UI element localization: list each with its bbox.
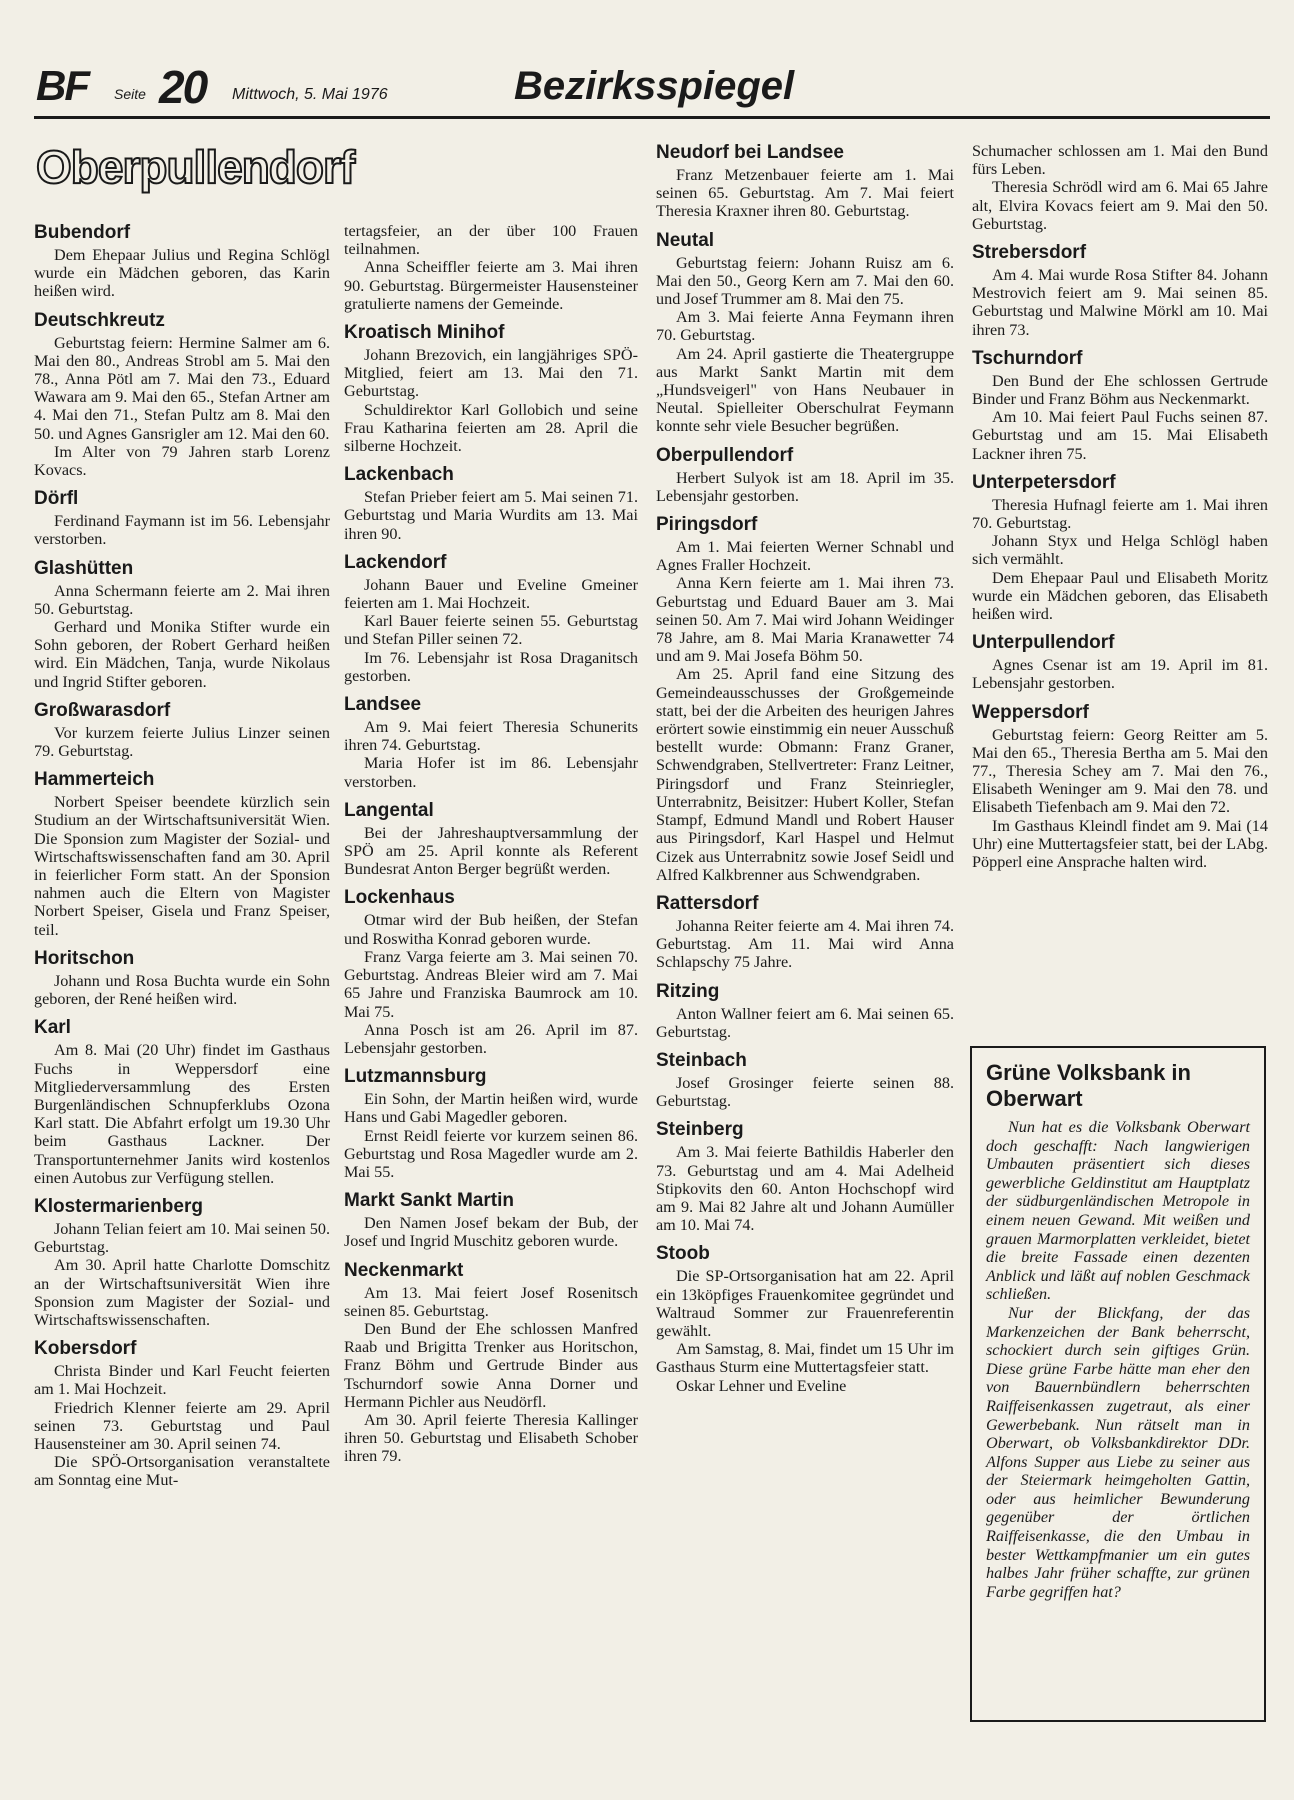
news-paragraph: Dem Ehepaar Paul und Elisabeth Moritz wurde ein Mädchen geboren, das Elisabeth heißen wird. (972, 568, 1268, 624)
news-paragraph: Dem Ehepaar Julius und Regina Schlögl wurde ein Mädchen geboren, das Karin heißen wird. (34, 246, 330, 301)
news-paragraph: Im 76. Lebensjahr ist Rosa Draganitsch gestorben. (344, 648, 638, 685)
village-heading: Ritzing (656, 980, 720, 1002)
news-paragraph: Agnes Csenar ist am 19. April im 81. Lebensjahr gestorben. (972, 656, 1268, 693)
village-heading: Weppersdorf (972, 701, 1089, 723)
news-paragraph: Am Samstag, 8. Mai, findet um 15 Uhr im Gasthaus Sturm eine Muttertagsfeier statt. (656, 1340, 954, 1377)
news-paragraph: Am 24. April gastierte die Theatergruppe aus Markt Sankt Martin mit dem „Hundsveigerl" von Hans Neubauer in Neutal. Spielleiter Oberschulrat Feymann konnte sehr viele Besucher begrüßen. (656, 344, 954, 436)
village-heading: Piringsdorf (656, 514, 758, 536)
news-paragraph: tertagsfeier, an der über 100 Frauen teilnahmen. (344, 222, 638, 259)
news-paragraph: Am 8. Mai (20 Uhr) findet im Gasthaus Fuchs in Weppersdorf eine Mitgliederversammlung des Ersten Burgenländischen Schnupferklubs Ozona Karl statt. Die Abfahrt erfolgt um 19.30 Uhr beim Gasthaus Lackner. Der Transportunternehmer Janits wird kostenlos einen Autobus zur Verfügung stellen. (34, 1041, 330, 1187)
village-heading: Dörfl (34, 488, 79, 510)
village-heading: Steinberg (656, 1119, 744, 1141)
masthead (34, 60, 1270, 118)
box-title: Grüne Volksbank in Oberwart (986, 1060, 1191, 1111)
news-paragraph: Im Alter von 79 Jahren starb Lorenz Kovacs. (34, 442, 330, 480)
news-paragraph: Ferdinand Faymann ist im 56. Lebensjahr verstorben. (34, 512, 330, 549)
news-paragraph: Theresia Schrödl wird am 6. Mai 65 Jahre alt, Elvira Kovacs feiert am 9. Mai den 50. Geburtstag. (972, 178, 1268, 233)
village-heading: Landsee (344, 694, 422, 716)
village-heading: Horitschon (34, 947, 135, 969)
news-paragraph: Herbert Sulyok ist am 18. April im 35. Lebensjahr gestorben. (656, 468, 954, 505)
section-title: Bezirksspiegel (514, 64, 795, 108)
village-heading: Unterpullendorf (972, 632, 1115, 654)
village-heading: Steinbach (656, 1049, 747, 1071)
box-paragraph: Nun hat es die Volksbank Oberwart doch geschafft: Nach langwierigen Umbauten präsentiert sich dieses gewerbliche Geldinstitut am Hauptplatz der südburgenländischen Metropole in einem neuen Gewand. Mit weißen und grauen Marmorplatten verkleidet, bietet die breite Fassade einen dezenten Anblick und läßt auf noblen Geschmack schließen. (986, 1118, 1250, 1304)
news-paragraph: Anton Wallner feiert am 6. Mai seinen 65. Geburtstag. (656, 1004, 954, 1041)
news-paragraph: Friedrich Klenner feierte am 29. April seinen 73. Geburtstag und Paul Hausensteiner am 30. April seinen 74. (34, 1398, 330, 1453)
news-paragraph: Geburtstag feiern: Hermine Salmer am 6. Mai den 80., Andreas Strobl am 5. Mai den 78., Anna Pötl am 7. Mai den 73., Eduard Wawara am 9. Mai den 65., Stefan Artner am 4. Mai den 71., Stefan Pultz am 8. Mai den 50. und Agnes Gansrigler am 12. Mai den 60. (34, 333, 330, 443)
news-paragraph: Oskar Lehner und Eveline (676, 1376, 847, 1395)
page-label: Seite (114, 86, 146, 102)
village-heading: Unterpetersdorf (972, 471, 1116, 493)
news-paragraph: Am 1. Mai feierten Werner Schnabl und Agnes Fraller Hochzeit. (656, 538, 954, 575)
news-paragraph: Vor kurzem feierte Julius Linzer seinen 79. Geburtstag. (34, 723, 330, 761)
news-paragraph: Ein Sohn, der Martin heißen wird, wurde Hans und Gabi Magedler geboren. (344, 1090, 638, 1127)
village-heading: Lackenbach (344, 464, 454, 486)
village-heading: Klostermarienberg (34, 1195, 203, 1217)
news-paragraph: Johanna Reiter feierte am 4. Mai ihren 74. Geburtstag. Am 11. Mai wird Anna Schlapschy 75 Jahre. (656, 916, 954, 972)
header-rule (34, 116, 1270, 119)
news-paragraph: Karl Bauer feierte seinen 55. Geburtstag und Stefan Piller seinen 72. (344, 612, 638, 649)
news-paragraph: Am 30. April feierte Theresia Kallinger ihren 50. Geburtstag und Elisabeth Schober ihren 79. (344, 1410, 638, 1466)
page-number: 20 (159, 61, 207, 113)
village-heading: Tschurndorf (972, 347, 1083, 369)
news-paragraph: Anna Posch ist am 26. April im 87. Lebensjahr gestorben. (344, 1020, 638, 1057)
village-heading: Lutzmannsburg (344, 1066, 487, 1088)
news-paragraph: Gerhard und Monika Stifter wurde ein Sohn geboren, der Robert Gerhard heißen wird. Ein Mädchen, Tanja, wurde Nikolaus und Ingrid Stifter geboren. (34, 618, 330, 691)
column-3 (656, 142, 954, 1395)
news-paragraph: Franz Varga feierte am 3. Mai seinen 70. Geburtstag. Andreas Bleier wird am 7. Mai 65 Jahre und Franziska Baumrock am 10. Mai 75. (344, 947, 638, 1021)
village-heading: Rattersdorf (656, 892, 759, 914)
news-paragraph: Johann Brezovich, ein langjähriges SPÖ-Mitglied, feiert am 13. Mai den 71. Geburtstag. (344, 346, 638, 401)
village-heading: Oberpullendorf (656, 444, 794, 466)
village-heading: Markt Sankt Martin (344, 1190, 514, 1212)
village-heading: Glashütten (34, 557, 134, 579)
village-heading: Lockenhaus (344, 887, 455, 909)
news-paragraph: Die SP-Ortsorganisation hat am 22. April ein 13köpfiges Frauenkomitee gegründet und Waltraud Sommer zur Frauenreferentin gewählt. (656, 1267, 954, 1340)
commentary-box (970, 1046, 1266, 1722)
village-heading: Neutal (656, 229, 715, 251)
news-paragraph: Geburtstag feiern: Georg Reitter am 5. Mai den 65., Theresia Bertha am 5. Mai den 77., Theresia Schey am 7. Mai den 76., Elisabeth Weninger am 9. Mai den 78. und Elisabeth Tiefenbach am 9. Mai den 72. (972, 725, 1268, 817)
news-paragraph: Am 13. Mai feiert Josef Rosenitsch seinen 85. Geburtstag. (344, 1283, 638, 1320)
news-paragraph: Schuldirektor Karl Gollobich und seine Frau Katharina feierten am 28. April die silberne Hochzeit. (344, 400, 638, 456)
column-1 (34, 222, 330, 1490)
news-paragraph: Am 25. April fand eine Sitzung des Gemeindeausschusses der Großgemeinde statt, bei der die Arbeiten des heurigen Jahres erörtert sowie einstimmig ein neuer Ausschuß bestellt wurde: Obmann: Franz Graner, Schwendgraben, Stellvertreter: Franz Leitner, Piringsdorf und Franz Steinriegler, Unterrabnitz, Beisitzer: Hubert Koller, Stefan Stampf, Edmund Mandl und Robert Hauser aus Piringsdorf, Karl Haspel und Helmut Cizek aus Unterrabnitz sowie Josef Seidl und Alfred Kalkbrenner aus Schwendgraben. (656, 665, 954, 884)
village-heading: Kobersdorf (34, 1338, 137, 1360)
news-paragraph: Den Namen Josef bekam der Bub, der Josef und Ingrid Muschitz geboren wurde. (344, 1214, 638, 1251)
news-paragraph: Theresia Hufnagl feierte am 1. Mai ihren 70. Geburtstag. (972, 495, 1268, 533)
village-heading: Karl (34, 1017, 71, 1039)
news-paragraph: Am 30. April hatte Charlotte Domschitz an der Wirtschaftsuniversität Wien ihre Sponsion zum Magister der Sozial- und Wirtschaftswissenschaften. (34, 1256, 330, 1329)
news-paragraph: Johann Styx und Helga Schlögl haben sich vermählt. (972, 532, 1268, 569)
village-heading: Lackendorf (344, 551, 447, 573)
news-paragraph: Geburtstag feiern: Johann Ruisz am 6. Mai den 50., Georg Kern am 7. Mai den 60. und Josef Trummer am 8. Mai den 75. (656, 253, 954, 309)
news-paragraph: Johann und Rosa Buchta wurde ein Sohn geboren, der René heißen wird. (34, 971, 330, 1009)
news-paragraph: Josef Grosinger feierte seinen 88. Geburtstag. (656, 1073, 954, 1111)
village-heading: Deutschkreutz (34, 309, 165, 331)
news-paragraph: Johann Bauer und Eveline Gmeiner feierten am 1. Mai Hochzeit. (344, 575, 638, 613)
news-paragraph: Maria Hofer ist im 86. Lebensjahr verstorben. (344, 754, 638, 791)
column-2 (344, 222, 638, 1466)
news-paragraph: Ernst Reidl feierte vor kurzem seinen 86. Geburtstag und Rosa Magedler wurde am 2. Mai 55. (344, 1126, 638, 1181)
news-paragraph: Norbert Speiser beendete kürzlich sein Studium an der Wirtschaftsuniversität Wien. Die Sponsion zum Magister der Sozial- und Wirtschaftswissenschaften fand am 30. April in feierlicher Form statt. An der Sponsion nahmen auch die Eltern von Magister Norbert Speiser, Gisela und Franz Speiser, teil. (34, 793, 330, 939)
newspaper-logo: BF (36, 62, 88, 109)
news-paragraph: Die SPÖ-Ortsorganisation veranstaltete am Sonntag eine Mut- (34, 1453, 330, 1490)
news-paragraph: Johann Telian feiert am 10. Mai seinen 50. Geburtstag. (34, 1219, 330, 1257)
village-heading: Neudorf bei Landsee (656, 142, 844, 163)
village-heading: Bubendorf (34, 222, 131, 243)
village-heading: Hammerteich (34, 769, 155, 791)
news-paragraph: Anna Scheiffler feierte am 3. Mai ihren 90. Geburtstag. Bürgermeister Hausensteiner gratulierte namens der Gemeinde. (344, 258, 638, 313)
village-heading: Stoob (656, 1243, 710, 1265)
news-paragraph: Bei der Jahreshauptversammlung der SPÖ am 25. April konnte als Referent Bundesrat Anton Berger begrüßt werden. (344, 823, 638, 879)
issue-date: Mittwoch, 5. Mai 1976 (232, 86, 388, 103)
news-paragraph: Anna Kern feierte am 1. Mai ihren 73. Geburtstag und Eduard Bauer am 3. Mai seinen 50. Am 7. Mai wird Johann Weidinger 78 Jahre, am 8. Mai Maria Kranawetter 74 und am 9. Mai Josefa Böhm 50. (656, 574, 954, 666)
news-paragraph: Otmar wird der Bub heißen, der Stefan und Roswitha Konrad geboren wurde. (344, 911, 638, 948)
news-paragraph: Christa Binder und Karl Feucht feierten am 1. Mai Hochzeit. (34, 1362, 330, 1399)
news-paragraph: Am 9. Mai feiert Theresia Schunerits ihren 74. Geburtstag. (344, 718, 638, 755)
news-paragraph: Den Bund der Ehe schlossen Manfred Raab und Brigitta Trenker aus Horitschon, Franz Böhm und Gertrude Binder aus Tschurndorf sowie Anna Dorner und Hermann Pichler aus Neudörfl. (344, 1319, 638, 1411)
news-paragraph: Stefan Prieber feiert am 5. Mai seinen 71. Geburtstag und Maria Wurdits am 13. Mai ihren 90. (344, 488, 638, 543)
news-paragraph: Im Gasthaus Kleindl findet am 9. Mai (14 Uhr) eine Muttertagsfeier statt, bei der LAbg. Pöpperl eine Ansprache halten wird. (972, 816, 1268, 872)
village-heading: Neckenmarkt (344, 1259, 464, 1281)
news-paragraph: Am 10. Mai feiert Paul Fuchs seinen 87. Geburtstag und am 15. Mai Elisabeth Lackner ihren 75. (972, 408, 1268, 463)
news-paragraph: Den Bund der Ehe schlossen Gertrude Binder und Franz Böhm aus Neckenmarkt. (972, 371, 1268, 409)
news-paragraph: Schumacher schlossen am 1. Mai den Bund fürs Leben. (972, 142, 1268, 179)
news-paragraph: Am 3. Mai feierte Bathildis Haberler den 73. Geburtstag und am 4. Mai Adelheid Stipkovits den 60. Anton Hochschopf wird am 9. Mai 82 Jahre alt und Johann Aumüller am 10. Mai 74. (656, 1143, 954, 1235)
village-heading: Großwarasdorf (34, 699, 171, 721)
village-heading: Langental (344, 799, 434, 821)
region-title: Oberpullendorf (36, 141, 355, 193)
box-paragraph: Nur der Blickfang, der das Markenzeichen der Bank beherrscht, schockiert durch sein giftiges Grün. Diese grüne Farbe hätte man eher den von Bauernbündlern beherrschten Raiffeisenkassen zugetraut, als einer Gewerbebank. Nun rätselt man in Oberwart, ob Volksbankdirektor DDr. Alfons Supper aus Liebe zu seiner aus der Steiermark heimgeholten Gattin, oder aus heimlicher Bewunderung gegenüber der örtlichen Raiffeisenkasse, die den Umbau in bester Wettkampfmanier um ein gutes halbes Jahr früher schaffte, zur grünen Farbe gegriffen hat? (986, 1303, 1250, 1601)
village-heading: Kroatisch Minihof (344, 322, 505, 344)
village-heading: Strebersdorf (972, 242, 1087, 264)
news-paragraph: Anna Schermann feierte am 2. Mai ihren 50. Geburtstag. (34, 581, 330, 618)
news-paragraph: Am 3. Mai feierte Anna Feymann ihren 70. Geburtstag. (656, 308, 954, 345)
news-paragraph: Franz Metzenbauer feierte am 1. Mai seinen 65. Geburtstag. Am 7. Mai feiert Theresia Kraxner ihren 80. Geburtstag. (656, 166, 954, 221)
column-4 (972, 142, 1268, 871)
news-paragraph: Am 4. Mai wurde Rosa Stifter 84. Johann Mestrovich feiert am 9. Mai seinen 85. Geburtstag und Malwine Mörkl am 10. Mai ihren 73. (972, 266, 1268, 339)
